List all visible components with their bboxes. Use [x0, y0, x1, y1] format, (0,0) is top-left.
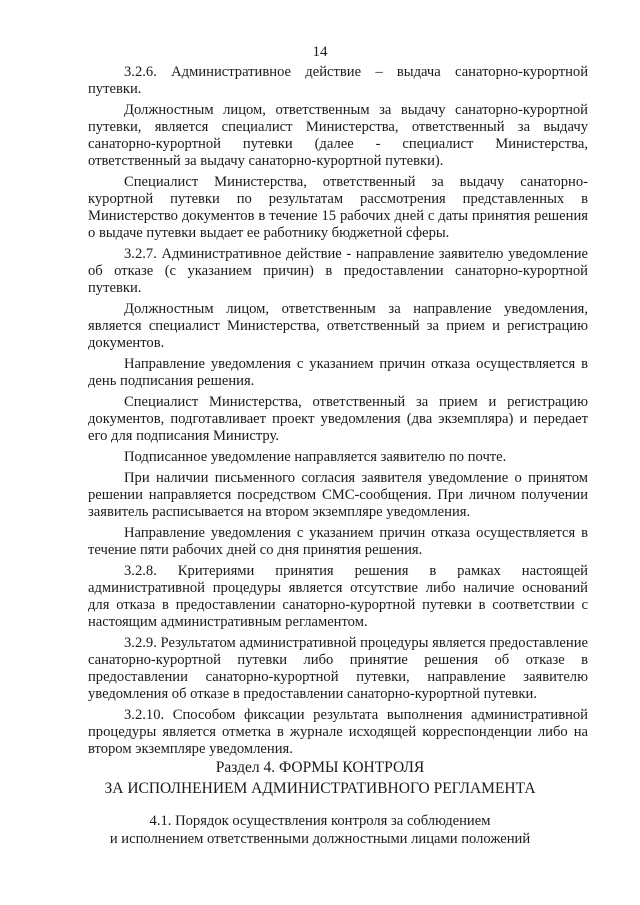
paragraph-mail: Подписанное уведомление направляется заявителю по почте. [124, 449, 507, 465]
page-number: 14 [312, 44, 328, 60]
section-heading-line-1: Раздел 4. ФОРМЫ КОНТРОЛЯ [215, 759, 425, 776]
section-heading-line-2: ЗА ИСПОЛНЕНИЕМ АДМИНИСТРАТИВНОГО РЕГЛАМЕНТА [104, 780, 536, 797]
paragraph-3-2-6: 3.2.6. Административное действие – выдача санаторно-курортной путевки. [88, 64, 588, 97]
paragraph-issuance-term: Специалист Министерства, ответственный за выдачу санаторно-курортной путевки по результатам рассмотрения представленных в Министерство документов в течение 15 рабочих дней с даты принятия решения о выдаче путевки выдает ее работнику бюджетной сферы. [88, 174, 588, 241]
paragraph-five-days: Направление уведомления с указанием причин отказа осуществляется в течение пяти рабочих дней со дня принятия решения. [88, 525, 588, 558]
subsection-heading-line-2: и исполнением ответственными должностными лицами положений [109, 831, 531, 847]
section-heading [0, 757, 640, 799]
paragraph-3-2-9: 3.2.9. Результатом административной процедуры является предоставление санаторно-курортной путевки либо принятие решения об отказе в предоставлении санаторно-курортной путевки, направление заявителю уведомления об отказе в предоставлении санаторно-курортной путевки. [88, 635, 588, 702]
document-body [88, 64, 588, 762]
paragraph-responsible-notification: Должностным лицом, ответственным за направление уведомления, является специалист Министерства, ответственный за прием и регистрацию документов. [88, 301, 588, 351]
paragraph-3-2-8: 3.2.8. Критериями принятия решения в рамках настоящей административной процедуры является отсутствие либо наличие оснований для отказа в предоставлении санаторно-курортной путевки в соответствии с настоящим административным регламентом. [88, 563, 588, 630]
subsection-heading [0, 812, 640, 848]
paragraph-3-2-7: 3.2.7. Административное действие - направление заявителю уведомление об отказе (с указанием причин) в предоставлении санаторно-курортной путевки. [88, 246, 588, 296]
paragraph-draft-notification: Специалист Министерства, ответственный за прием и регистрацию документов, подготавливает проект уведомления (два экземпляра) и передает его для подписания Министру. [88, 394, 588, 444]
paragraph-notification-day: Направление уведомления с указанием причин отказа осуществляется в день подписания решения. [88, 356, 588, 389]
paragraph-responsible-issuance: Должностным лицом, ответственным за выдачу санаторно-курортной путевки, является специалист Министерства, ответственный за выдачу санаторно-курортной путевки (далее - специалист Министерства, ответственный за выдачу санаторно-курортной путевки). [88, 102, 588, 169]
paragraph-3-2-10: 3.2.10. Способом фиксации результата выполнения административной процедуры является отметка в журнале исходящей корреспонденции либо на втором экземпляре уведомления. [88, 707, 588, 757]
paragraph-sms: При наличии письменного согласия заявителя уведомление о принятом решении направляется посредством СМС-сообщения. При личном получении заявитель расписывается на втором экземпляре уведомления. [88, 470, 588, 520]
subsection-heading-line-1: 4.1. Порядок осуществления контроля за соблюдением [149, 813, 491, 829]
